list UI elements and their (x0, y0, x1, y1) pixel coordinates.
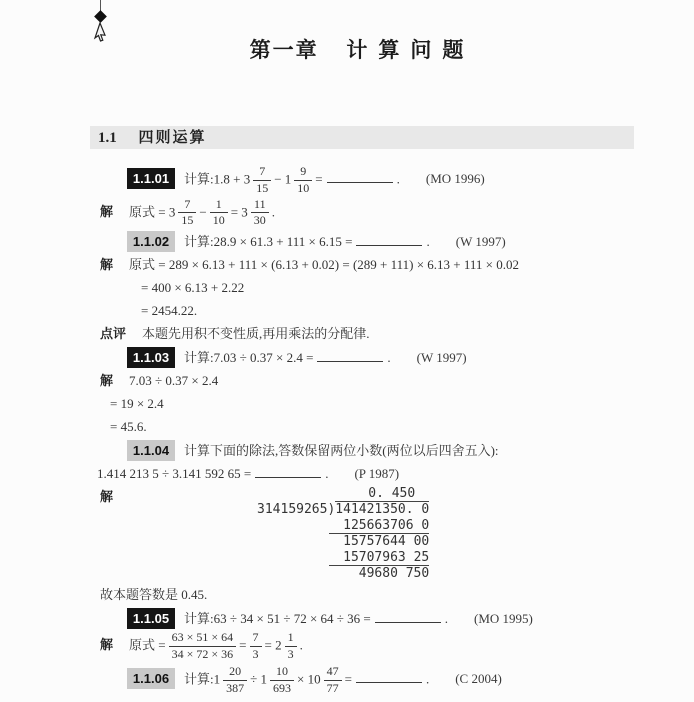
math-text: − 1 (274, 171, 292, 187)
fraction-denominator: 10 (212, 213, 225, 228)
fraction (250, 631, 262, 662)
solution-label: 解 (100, 203, 114, 219)
fraction-denominator: 10 (297, 180, 310, 195)
answer-blank (375, 609, 441, 623)
statement-line (90, 608, 634, 629)
fraction-denominator: 34 × 72 × 36 (171, 646, 234, 661)
problem-1.1.05 (90, 608, 634, 662)
fraction (294, 165, 312, 196)
division-step-row (257, 534, 429, 550)
problem-number-badge: 1.1.06 (127, 668, 175, 689)
solution-line (90, 584, 634, 605)
fraction-numerator: 11 (251, 198, 269, 214)
solution-label: 解 (100, 373, 114, 389)
solution-label: 解 (100, 257, 114, 273)
solution-line (90, 393, 634, 414)
fraction-numerator: 1 (285, 631, 297, 647)
math-text: = 400 × 6.13 + 2.22 (141, 280, 245, 296)
fraction (178, 198, 196, 229)
section-title: 四则运算 (138, 129, 207, 146)
source-tag: (W 1997) (455, 234, 506, 250)
problem-1.1.04 (90, 440, 634, 605)
math-text: . (396, 171, 400, 187)
math-text: 计算下面的除法,答数保留两位小数(两位以后四舍五入): (184, 443, 499, 459)
solution-line (90, 277, 634, 298)
fraction-numerator: 7 (250, 631, 262, 647)
math-text: 计算:1 (184, 671, 221, 687)
math-text: 原式 = (129, 637, 166, 653)
math-text: = 3 (230, 203, 248, 219)
statement-line (90, 165, 634, 196)
solution-label: 解 (100, 489, 114, 505)
math-text: 计算:1.8 + 3 (184, 171, 251, 187)
math-text: . (325, 466, 329, 482)
math-text: 计算:63 ÷ 34 × 51 ÷ 72 × 64 ÷ 36 = (184, 611, 371, 627)
math-text: − (199, 203, 207, 219)
division-dividend: 141421350. 0 (335, 502, 430, 518)
statement-line (90, 347, 634, 368)
solution-line (90, 631, 634, 662)
problem-number-badge: 1.1.04 (127, 440, 175, 461)
division-main-row (257, 502, 429, 518)
chapter-name: 计算问题 (346, 39, 475, 62)
math-text: . (299, 637, 303, 653)
fraction-denominator: 693 (273, 680, 292, 695)
division-step-row (257, 518, 429, 534)
fraction-denominator: 15 (181, 213, 194, 228)
math-text: 计算:28.9 × 61.3 + 111 × 6.15 = (184, 234, 353, 250)
math-text: . (444, 611, 449, 627)
statement-line (90, 231, 634, 252)
fraction (253, 165, 271, 196)
problem-number-badge: 1.1.02 (127, 231, 175, 252)
division-step-value: 125663706 0 (329, 518, 429, 534)
solution-label: 点评 (100, 326, 127, 342)
answer-blank (356, 669, 422, 683)
math-text: = (315, 171, 323, 187)
fraction-numerator: 63 × 51 × 64 (169, 631, 237, 647)
math-text: . (387, 350, 391, 366)
math-text: = 45.6. (110, 419, 147, 435)
math-text: 计算:7.03 ÷ 0.37 × 2.4 = (184, 350, 314, 366)
chapter-number: 第一章 (249, 39, 319, 62)
math-text: 7.03 ÷ 0.37 × 2.4 (129, 373, 219, 389)
problem-1.1.03 (90, 347, 634, 437)
fraction (251, 198, 269, 229)
chapter-title (90, 34, 634, 64)
math-text: = (344, 671, 352, 687)
math-text: 原式 = 289 × 6.13 + 111 × (6.13 + 0.02) = (289 + 111) × 6.13 + 111 × 0.02 (129, 257, 520, 273)
fraction-numerator: 1 (210, 198, 228, 214)
fraction-denominator: 77 (326, 680, 339, 695)
solution-line (90, 416, 634, 437)
division-step-value: 15757644 00 (343, 534, 430, 550)
solution-label: 解 (100, 637, 114, 653)
math-text: ÷ 1 (250, 671, 268, 687)
fraction-denominator: 3 (287, 646, 294, 661)
answer-blank (317, 348, 383, 362)
math-text: 本题先用积不变性质,再用乘法的分配律. (142, 326, 370, 342)
division-bracket: ) (327, 502, 336, 518)
math-text: 原式 = 3 (129, 203, 176, 219)
fraction-denominator: 15 (256, 180, 269, 195)
fraction (285, 631, 297, 662)
source-tag: (MO 1996) (425, 171, 485, 187)
math-text: = (239, 637, 247, 653)
problem-number-badge: 1.1.01 (127, 168, 175, 189)
problems-list (90, 165, 634, 695)
fraction-numerator: 9 (294, 165, 312, 181)
solution-line (90, 323, 634, 344)
solution-line (90, 198, 634, 229)
math-text: . (271, 203, 276, 219)
problem-1.1.01 (90, 165, 634, 228)
source-tag: (W 1997) (416, 350, 467, 366)
statement-line (90, 440, 634, 461)
fraction (169, 631, 237, 662)
math-text: × 10 (297, 671, 321, 687)
division-step-value: 15707963 25 (329, 550, 429, 566)
problem-number-badge: 1.1.03 (127, 347, 175, 368)
math-text: 故本题答数是 0.45. (100, 587, 208, 603)
diamond-anchor-icon (94, 10, 107, 23)
fraction-denominator: 3 (252, 646, 259, 661)
fraction-numerator: 10 (270, 665, 294, 681)
answer-blank (327, 169, 393, 183)
division-quotient: 0. 450 (368, 486, 416, 502)
statement-line (90, 665, 634, 696)
fraction-numerator: 47 (324, 665, 342, 681)
answer-blank (255, 464, 321, 478)
math-text: = 19 × 2.4 (110, 396, 164, 412)
fraction (270, 665, 294, 696)
division-step-row (257, 566, 429, 582)
problem-number-badge: 1.1.05 (127, 608, 175, 629)
problem-1.1.06 (90, 665, 634, 696)
math-text: 1.414 213 5 ÷ 3.141 592 65 = (97, 466, 252, 482)
fraction (223, 665, 247, 696)
division-step-value: 49680 750 (358, 566, 430, 582)
section-number: 1.1 (98, 130, 117, 146)
fraction-denominator: 30 (253, 213, 266, 228)
division-divisor: 314159265 (257, 502, 328, 518)
solution-line (90, 254, 634, 275)
fraction (324, 665, 342, 696)
solution-line (90, 370, 634, 391)
cursor-pointer-icon (92, 22, 110, 44)
math-text: = 2454.22. (141, 303, 198, 319)
math-text: = 2 (264, 637, 282, 653)
statement-line (90, 463, 634, 484)
long-division-block (257, 486, 429, 582)
fraction-numerator: 7 (253, 165, 271, 181)
answer-blank (356, 232, 422, 246)
fraction (210, 198, 228, 229)
source-tag: (C 2004) (455, 671, 502, 687)
problem-1.1.02 (90, 231, 634, 344)
source-tag: (MO 1995) (474, 611, 533, 627)
solution-line (90, 486, 634, 582)
fraction-numerator: 20 (223, 665, 247, 681)
division-step-row (257, 550, 429, 566)
source-tag: (P 1987) (354, 466, 400, 482)
fraction-numerator: 7 (178, 198, 196, 214)
section-heading (90, 126, 634, 149)
math-text: . (425, 671, 430, 687)
solution-line (90, 300, 634, 321)
math-text: . (426, 234, 430, 250)
fraction-denominator: 387 (226, 680, 245, 695)
